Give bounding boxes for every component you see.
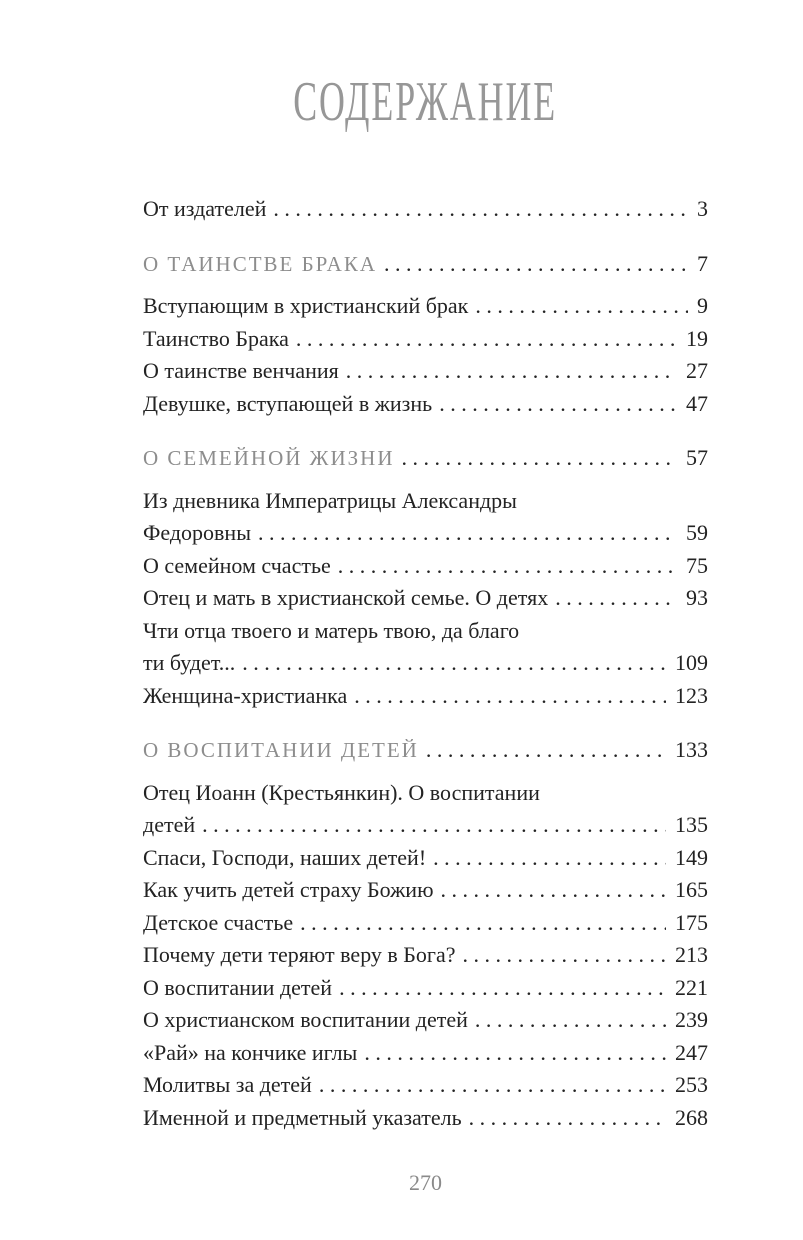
toc-page-number: 75: [686, 552, 708, 578]
toc-leader-dots: [258, 517, 677, 550]
toc-section-heading: [143, 442, 708, 475]
toc-leader-dots: [346, 355, 677, 388]
toc-line: [143, 248, 708, 281]
toc-leader-dots: [475, 1004, 666, 1037]
toc-leader-dots: [339, 972, 666, 1005]
toc-leader-dots: [338, 550, 677, 583]
toc-page-number: 9: [697, 293, 708, 318]
toc-leader-dots: [439, 388, 677, 421]
toc-page-number: 175: [675, 909, 708, 935]
toc-leader-dots: [555, 582, 677, 615]
toc-leader-dots: [300, 907, 666, 940]
toc-entry: [143, 1004, 708, 1037]
toc-section-heading: [143, 248, 708, 281]
toc-entry: [143, 485, 708, 550]
toc-page-number: 109: [675, 650, 708, 675]
toc-entry: [143, 874, 708, 907]
toc-entry-title: Как учить детей страху Божию: [143, 877, 434, 902]
toc-entry: [143, 1037, 708, 1070]
toc-page-number: 247: [675, 1039, 708, 1065]
toc-line: [143, 323, 708, 356]
toc-entry-title: Отец и мать в христианской семье. О детях: [143, 585, 549, 610]
toc-line: [143, 355, 708, 388]
toc-entry-title: Женщина-христианка: [143, 682, 348, 708]
toc-entry-title: Именной и предметный указатель: [143, 1104, 462, 1130]
toc-entry: [143, 1102, 708, 1135]
table-of-contents: [143, 193, 708, 1134]
toc-leader-dots: [469, 1102, 666, 1135]
toc-entry: [143, 1069, 708, 1102]
toc-page-number: 135: [675, 812, 708, 837]
toc-page-number: 7: [697, 250, 708, 276]
toc-page-number: 59: [686, 520, 708, 545]
toc-leader-dots: [384, 248, 688, 281]
toc-leader-dots: [475, 290, 688, 323]
toc-line: [143, 193, 708, 226]
toc-entry: [143, 777, 708, 842]
toc-entry: [143, 582, 708, 615]
toc-entry-title: От издателей: [143, 196, 267, 221]
toc-page-number: 27: [686, 358, 708, 383]
toc-entry: [143, 290, 708, 323]
toc-entry: [143, 323, 708, 356]
toc-entry-title: «Рай» на кончике иглы: [143, 1039, 358, 1065]
toc-line: [143, 907, 708, 940]
toc-page-number: 19: [686, 325, 708, 351]
toc-entry-title: О ТАИНСТВЕ БРАКА: [143, 251, 378, 276]
toc-page-number: 165: [675, 877, 708, 902]
toc-page-number: 213: [675, 942, 708, 967]
toc-page-number: 221: [675, 974, 708, 1000]
toc-page-number: 93: [686, 585, 708, 610]
toc-page-number: 239: [675, 1007, 708, 1032]
toc-entry-title: Молитвы за детей: [143, 1072, 312, 1097]
toc-line: [143, 874, 708, 907]
toc-line: [143, 485, 708, 518]
toc-entry: [143, 193, 708, 226]
toc-entry-title: О таинстве венчания: [143, 358, 339, 383]
toc-entry-title: ти будет...: [143, 650, 236, 675]
toc-leader-dots: [202, 809, 666, 842]
toc-leader-dots: [242, 647, 666, 680]
toc-leader-dots: [402, 442, 678, 475]
toc-line: [143, 388, 708, 421]
toc-entry: [143, 388, 708, 421]
toc-entry-title: Вступающим в христианский брак: [143, 293, 469, 318]
toc-line: [143, 550, 708, 583]
toc-leader-dots: [433, 842, 666, 875]
toc-entry: [143, 680, 708, 713]
toc-entry: [143, 972, 708, 1005]
toc-entry-title: Отец Иоанн (Крестьянкин). О воспитании: [143, 779, 540, 805]
toc-entry-title: О СЕМЕЙНОЙ ЖИЗНИ: [143, 446, 395, 470]
toc-line: [143, 517, 708, 550]
toc-line: [143, 939, 708, 972]
toc-line: [143, 647, 708, 680]
toc-section-heading: [143, 734, 708, 767]
toc-entry: [143, 939, 708, 972]
toc-line: [143, 777, 708, 810]
toc-entry-title: Чти отца твоего и матерь твою, да благо: [143, 617, 520, 643]
toc-line: [143, 972, 708, 1005]
toc-leader-dots: [273, 193, 688, 226]
toc-entry: [143, 907, 708, 940]
page-title-text: СОДЕРЖАНИЕ: [293, 71, 558, 133]
toc-entry-title: О христианском воспитании детей: [143, 1007, 468, 1032]
toc-line: [143, 1102, 708, 1135]
toc-entry-title: О воспитании детей: [143, 974, 333, 1000]
toc-leader-dots: [319, 1069, 666, 1102]
toc-line: [143, 615, 708, 648]
toc-entry-title: Из дневника Императрицы Александры: [143, 487, 517, 513]
toc-entry-title: Спаси, Господи, наших детей!: [143, 844, 427, 870]
toc-leader-dots: [296, 323, 677, 356]
toc-entry-title: детей: [143, 812, 196, 837]
toc-entry-title: Таинство Брака: [143, 325, 289, 351]
toc-line: [143, 442, 708, 475]
folio-page-number: 270: [409, 1170, 442, 1195]
toc-leader-dots: [462, 939, 666, 972]
toc-entry: [143, 842, 708, 875]
toc-entry: [143, 355, 708, 388]
toc-page-number: 253: [675, 1072, 708, 1097]
toc-leader-dots: [426, 734, 666, 767]
toc-line: [143, 582, 708, 615]
toc-entry-title: Федоровны: [143, 520, 251, 545]
toc-page-number: 57: [686, 445, 708, 470]
toc-entry: [143, 550, 708, 583]
toc-entry-title: О семейном счастье: [143, 552, 331, 578]
toc-entry-title: Девушке, вступающей в жизнь: [143, 390, 433, 416]
toc-page-number: 3: [697, 196, 708, 221]
page-title: [143, 71, 708, 133]
toc-entry-title: О ВОСПИТАНИИ ДЕТЕЙ: [143, 738, 419, 762]
toc-entry-title: Почему дети теряют веру в Бога?: [143, 942, 456, 967]
toc-page-number: 133: [675, 737, 708, 762]
toc-line: [143, 842, 708, 875]
toc-page-number: 268: [675, 1104, 708, 1130]
toc-page-number: 149: [675, 844, 708, 870]
toc-line: [143, 1069, 708, 1102]
toc-entry: [143, 615, 708, 680]
toc-line: [143, 809, 708, 842]
toc-page-number: 123: [675, 682, 708, 708]
toc-entry-title: Детское счастье: [143, 909, 294, 935]
toc-line: [143, 734, 708, 767]
toc-line: [143, 680, 708, 713]
toc-page-number: 47: [686, 390, 708, 416]
toc-leader-dots: [354, 680, 666, 713]
toc-line: [143, 1037, 708, 1070]
toc-line: [143, 1004, 708, 1037]
toc-line: [143, 290, 708, 323]
toc-leader-dots: [364, 1037, 666, 1070]
toc-leader-dots: [441, 874, 666, 907]
